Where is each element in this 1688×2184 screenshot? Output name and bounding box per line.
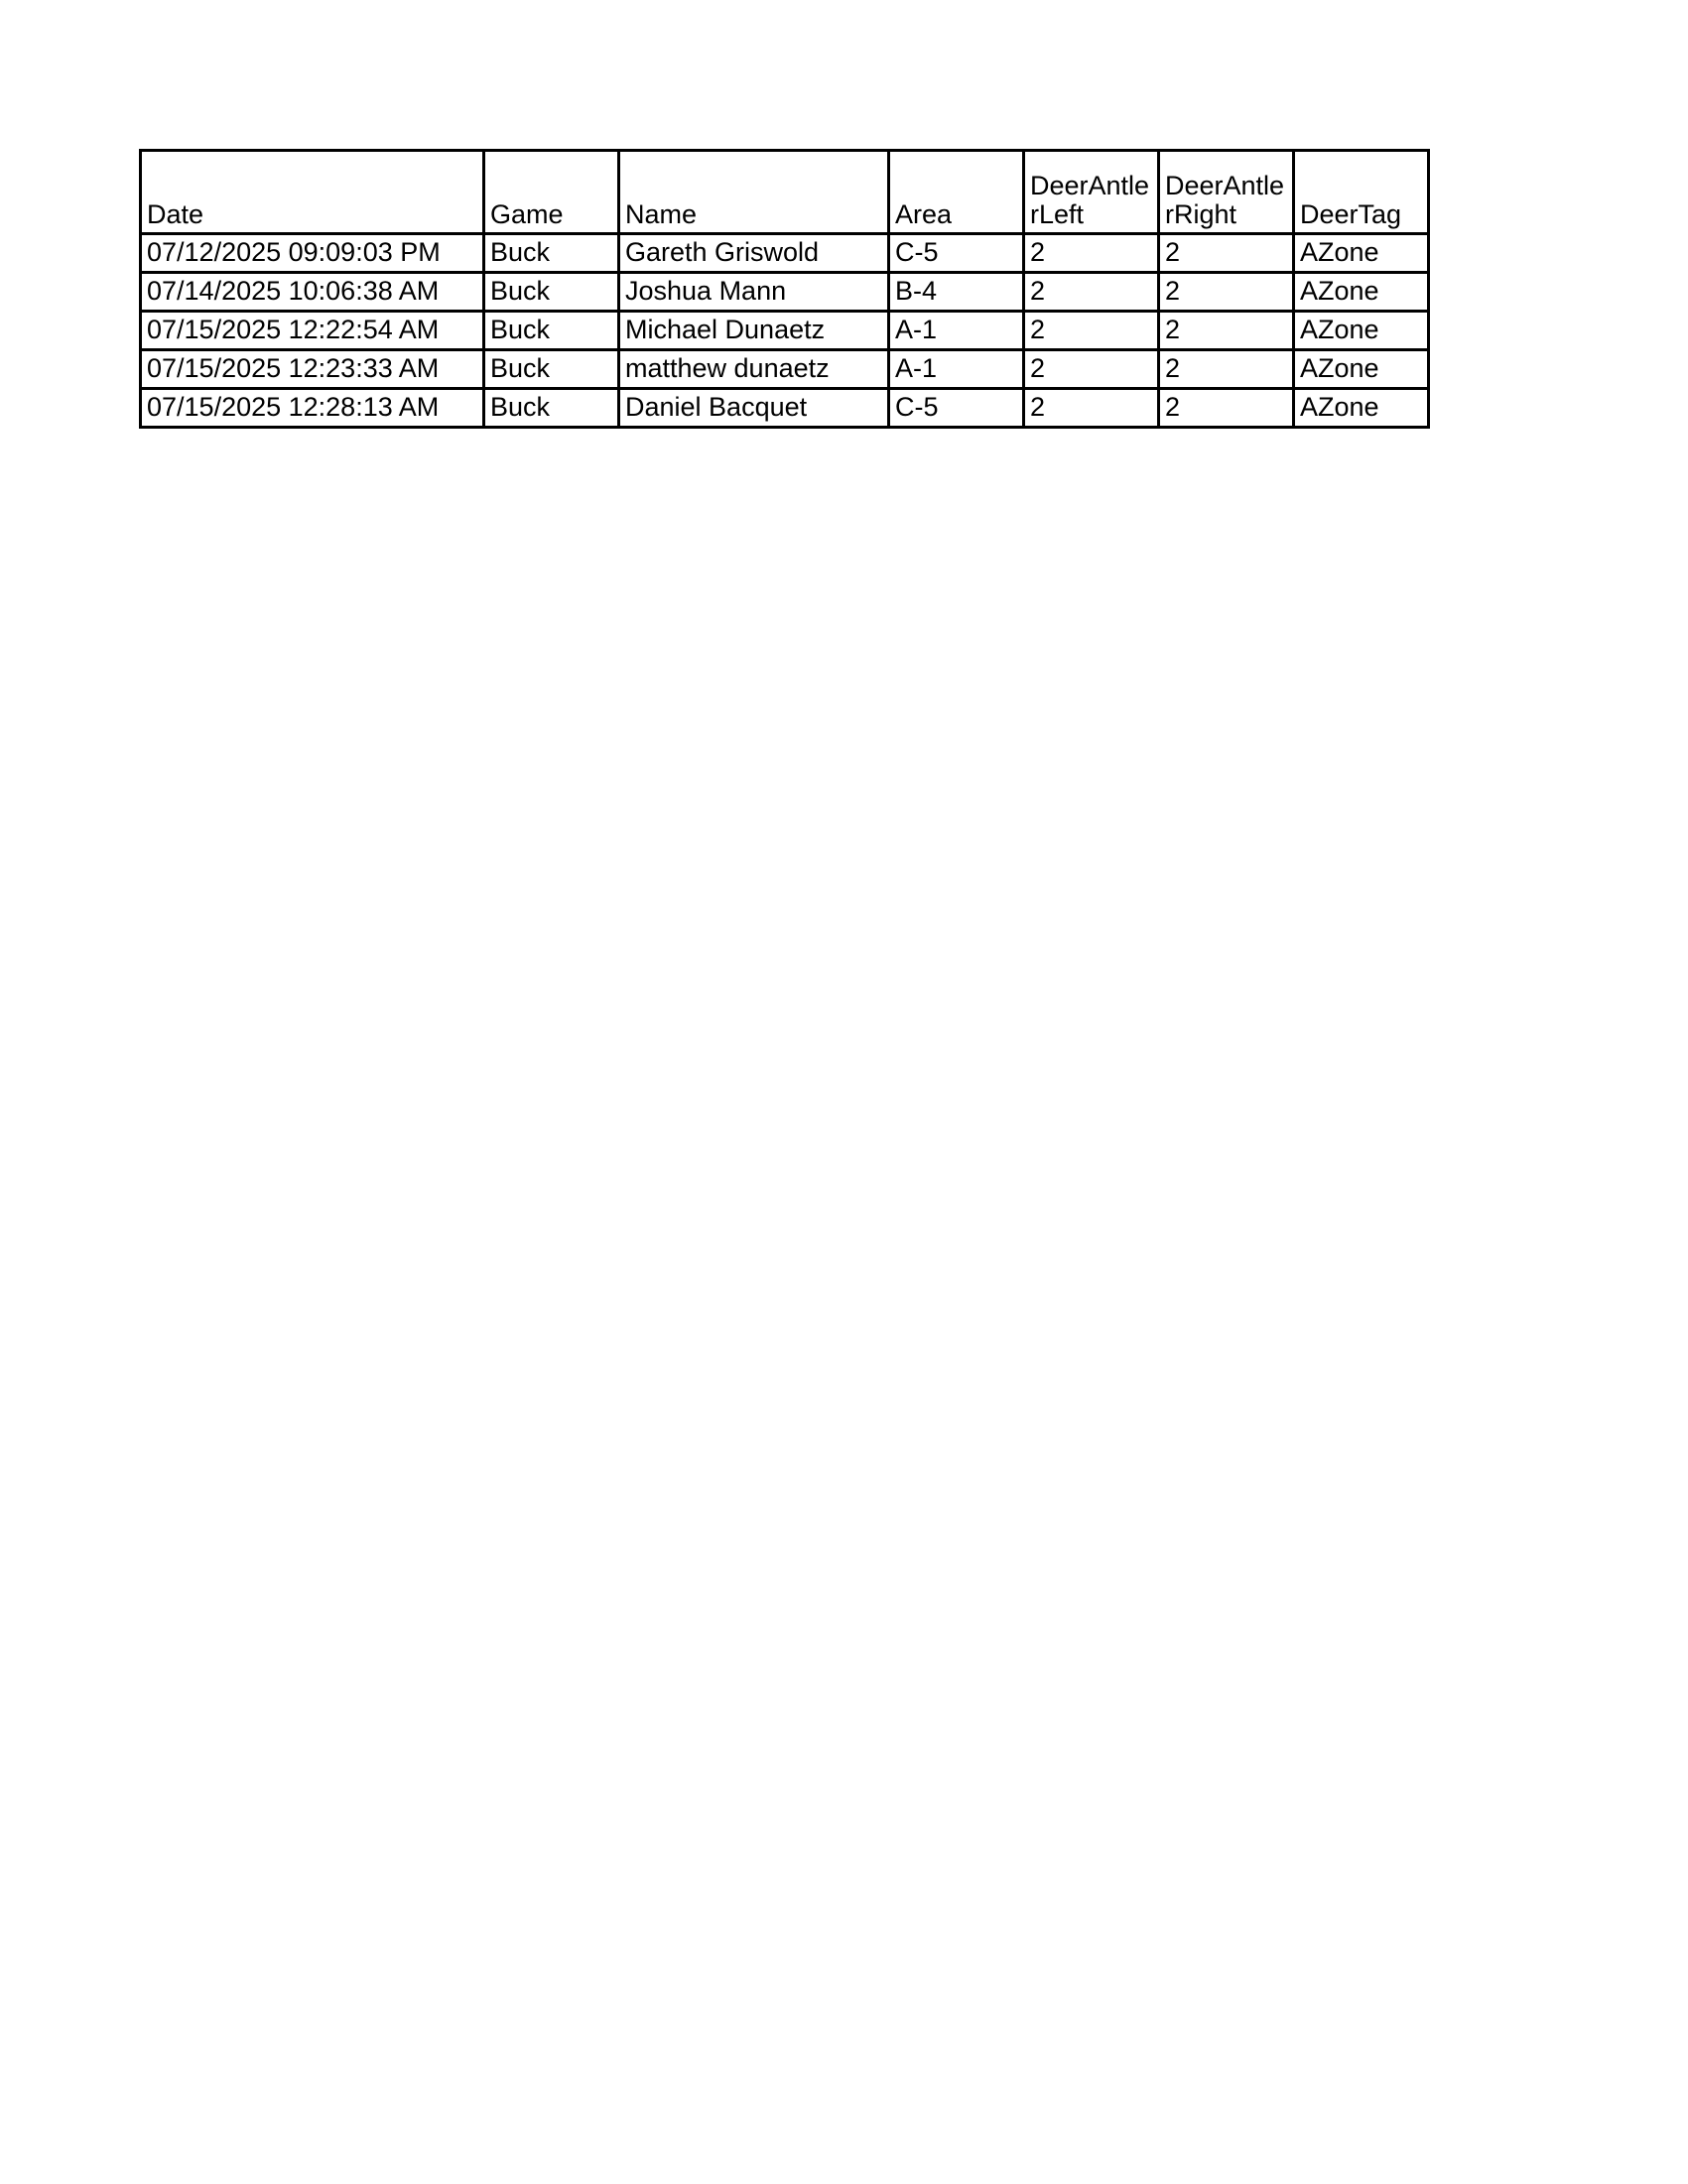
cell-antler-left: 2	[1024, 350, 1159, 389]
cell-game: Buck	[484, 234, 619, 273]
cell-tag: AZone	[1294, 234, 1429, 273]
header-date-label: Date	[147, 199, 204, 230]
cell-antler-right: 2	[1159, 273, 1294, 312]
cell-antler-left: 2	[1024, 273, 1159, 312]
cell-name: Joshua Mann	[619, 273, 889, 312]
header-name	[619, 151, 889, 234]
header-game-label: Game	[490, 199, 564, 230]
header-area	[889, 151, 1024, 234]
cell-game: Buck	[484, 389, 619, 428]
cell-game: Buck	[484, 312, 619, 350]
cell-date: 07/15/2025 12:28:13 AM	[141, 389, 484, 428]
header-game	[484, 151, 619, 234]
header-deer-tag-label: DeerTag	[1300, 199, 1402, 230]
cell-tag: AZone	[1294, 389, 1429, 428]
table-header	[141, 151, 1429, 234]
table-row	[141, 389, 1429, 428]
header-date	[141, 151, 484, 234]
cell-antler-right: 2	[1159, 312, 1294, 350]
cell-game: Buck	[484, 350, 619, 389]
cell-date: 07/15/2025 12:23:33 AM	[141, 350, 484, 389]
cell-date: 07/12/2025 09:09:03 PM	[141, 234, 484, 273]
harvest-table	[139, 149, 1430, 429]
header-area-label: Area	[895, 199, 953, 230]
cell-antler-left: 2	[1024, 389, 1159, 428]
table-row	[141, 350, 1429, 389]
cell-area: B-4	[889, 273, 1024, 312]
header-antler-right	[1159, 151, 1294, 234]
cell-antler-left: 2	[1024, 234, 1159, 273]
header-row	[141, 151, 1429, 234]
cell-area: C-5	[889, 389, 1024, 428]
table-row	[141, 234, 1429, 273]
cell-date: 07/14/2025 10:06:38 AM	[141, 273, 484, 312]
cell-name: matthew dunaetz	[619, 350, 889, 389]
cell-name: Michael Dunaetz	[619, 312, 889, 350]
header-name-label: Name	[625, 199, 698, 230]
header-antler-right-label: DeerAntle rRight	[1165, 170, 1285, 230]
cell-antler-right: 2	[1159, 234, 1294, 273]
cell-area: A-1	[889, 312, 1024, 350]
cell-date: 07/15/2025 12:22:54 AM	[141, 312, 484, 350]
table-body	[141, 234, 1429, 428]
cell-antler-right: 2	[1159, 389, 1294, 428]
cell-game: Buck	[484, 273, 619, 312]
cell-antler-left: 2	[1024, 312, 1159, 350]
header-antler-left-label: DeerAntle rLeft	[1030, 170, 1150, 230]
cell-name: Daniel Bacquet	[619, 389, 889, 428]
header-deer-tag	[1294, 151, 1429, 234]
table-row	[141, 312, 1429, 350]
cell-tag: AZone	[1294, 273, 1429, 312]
cell-antler-right: 2	[1159, 350, 1294, 389]
cell-tag: AZone	[1294, 312, 1429, 350]
header-antler-left	[1024, 151, 1159, 234]
cell-tag: AZone	[1294, 350, 1429, 389]
cell-area: C-5	[889, 234, 1024, 273]
cell-name: Gareth Griswold	[619, 234, 889, 273]
cell-area: A-1	[889, 350, 1024, 389]
table-row	[141, 273, 1429, 312]
